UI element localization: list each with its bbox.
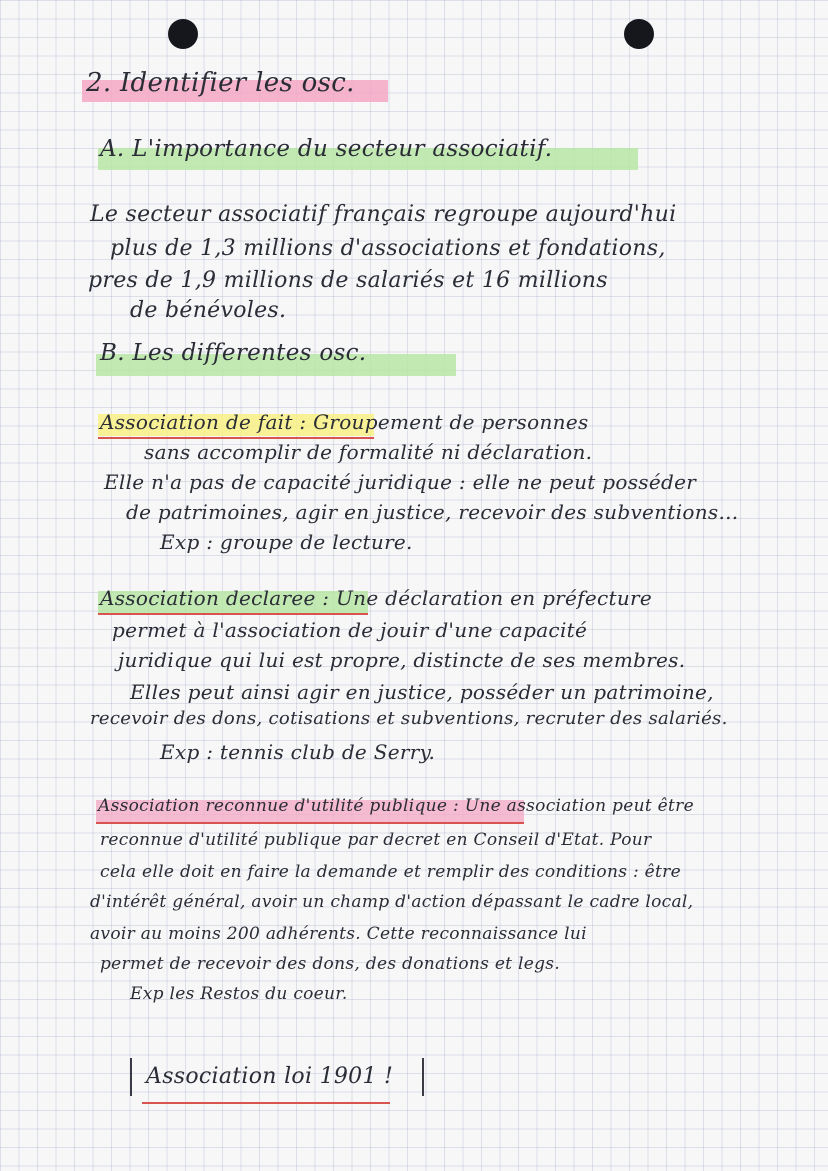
def1-term-text: Association de fait : [100,410,307,434]
footer-box-text: Association loi 1901 ! [146,1064,394,1089]
section-a-line-3: pres de 1,9 millions de salariés et 16 millions [88,268,608,293]
section-a-line-1: Le secteur associatif français regroupe aujourd'hui [90,202,677,227]
def3-line-2: cela elle doit en faire la demande et remplir des conditions : être [100,862,681,882]
def2-term [100,586,652,610]
def1-line-1: sans accomplir de formalité ni déclaration. [144,440,593,464]
def1-term-underline [98,437,374,439]
def3-term-text: Association reconnue d'utilité publique : [98,796,460,816]
footer-box-underline [142,1102,390,1104]
def3-line-3: d'intérêt général, avoir un champ d'action dépassant le cadre local, [90,892,694,912]
section-a-line-4: de bénévoles. [130,298,287,323]
def3-line-4: avoir au moins 200 adhérents. Cette reconnaissance lui [90,924,587,944]
binder-hole-right [624,19,654,49]
def2-line-1: permet à l'association de jouir d'une capacité [112,618,588,642]
def2-first: Une déclaration en préfecture [336,586,653,610]
def3-line-5: permet de recevoir des dons, des donations et legs. [100,954,561,974]
def3-term-underline [96,822,524,824]
section-a-heading: A. L'importance du secteur associatif. [100,136,553,162]
page-title: 2. Identifier les osc. [86,68,355,98]
def2-line-5: Exp : tennis club de Serry. [160,740,436,764]
def1-first: Groupement de personnes [313,410,589,434]
def3-line-1: reconnue d'utilité publique par decret en Conseil d'Etat. Pour [100,830,652,850]
def3-term [98,796,694,816]
def2-line-2: juridique qui lui est propre, distincte de ses membres. [118,648,686,672]
def2-line-3: Elles peut ainsi agir en justice, posséder un patrimoine, [130,680,714,704]
def1-term [100,410,589,434]
def1-line-4: Exp : groupe de lecture. [160,530,413,554]
def3-first: Une association peut être [464,796,694,816]
binder-hole-left [168,19,198,49]
def1-line-2: Elle n'a pas de capacité juridique : elle ne peut posséder [104,470,697,494]
section-a-line-2: plus de 1,3 millions d'associations et fondations, [110,236,666,261]
section-b-heading: B. Les differentes osc. [100,340,367,366]
def1-line-3: de patrimoines, agir en justice, recevoir des subventions... [126,500,739,524]
def3-line-6: Exp les Restos du coeur. [130,984,348,1004]
def2-term-text: Association declaree : [100,586,330,610]
def2-term-underline [98,613,368,615]
def2-line-4: recevoir des dons, cotisations et subventions, recruter des salariés. [90,708,728,729]
